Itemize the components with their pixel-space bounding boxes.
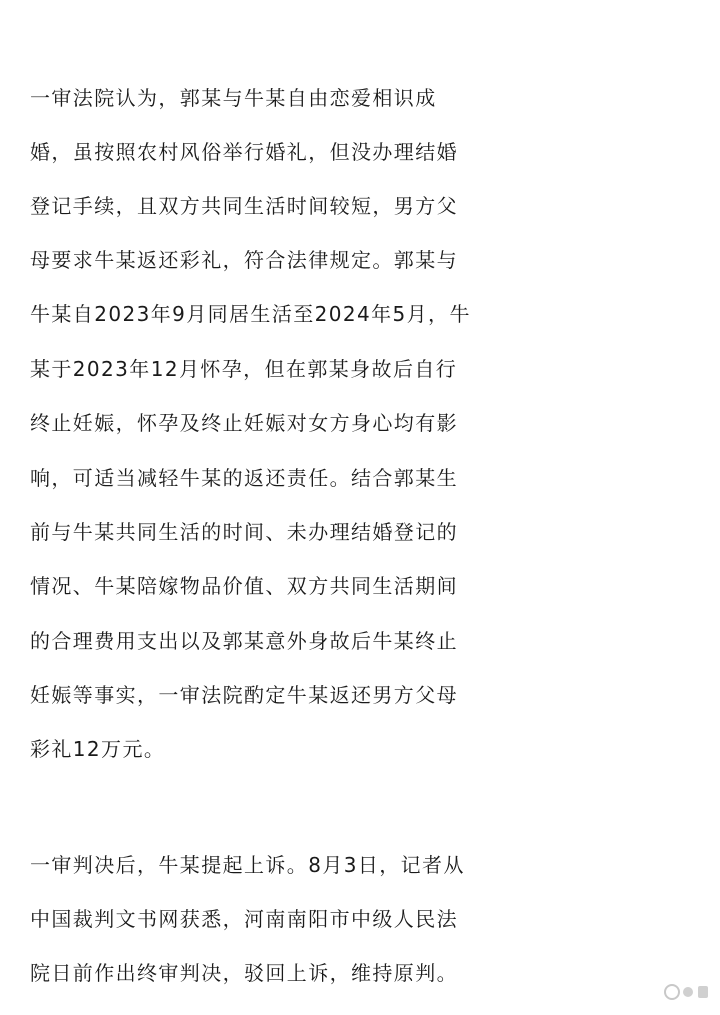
paragraph-1-line-2: 婚，虽按照农村风俗举行婚礼，但没办理结婚 [30,140,458,164]
paragraph-2-line-2: 中国裁判文书网获悉，河南南阳市中级人民法 [30,907,458,931]
paragraph-1-line-7: 终止妊娠，怀孕及终止妊娠对女方身心均有影 [30,411,458,435]
paragraph-1-line-6: 某于2023年12月怀孕，但在郭某身故后自行 [30,357,458,381]
paragraph-1-line-9: 前与牛某共同生活的时间、未办理结婚登记的 [30,520,458,544]
paragraph-1-line-12: 妊娠等事实，一审法院酌定牛某返还男方父母 [30,683,458,707]
paragraph-1-line-1: 一审法院认为，郭某与牛某自由恋爱相识成 [30,86,437,110]
paragraph-1-line-5: 牛某自2023年9月同居生活至2024年5月，牛 [30,302,471,326]
paragraph-1-line-10: 情况、牛某陪嫁物品价值、双方共同生活期间 [30,574,458,598]
paragraph-1-line-3: 登记手续，且双方共同生活时间较短，男方父 [30,194,458,218]
paragraph-1-line-8: 响，可适当减轻牛某的返还责任。结合郭某生 [30,466,458,490]
paragraph-1-line-13: 彩礼12万元。 [30,737,166,761]
paragraph-2-line-1: 一审判决后，牛某提起上诉。8月3日，记者从 [30,853,465,877]
paragraph-1-line-4: 母要求牛某返还彩礼，符合法律规定。郭某与 [30,248,458,272]
watermark-logo [662,982,710,1007]
paragraph-1-line-11: 的合理费用支出以及郭某意外身故后牛某终止 [30,629,458,653]
watermark-icon [662,982,710,1002]
paragraph-2-line-3: 院日前作出终审判决，驳回上诉，维持原判。 [30,961,458,985]
